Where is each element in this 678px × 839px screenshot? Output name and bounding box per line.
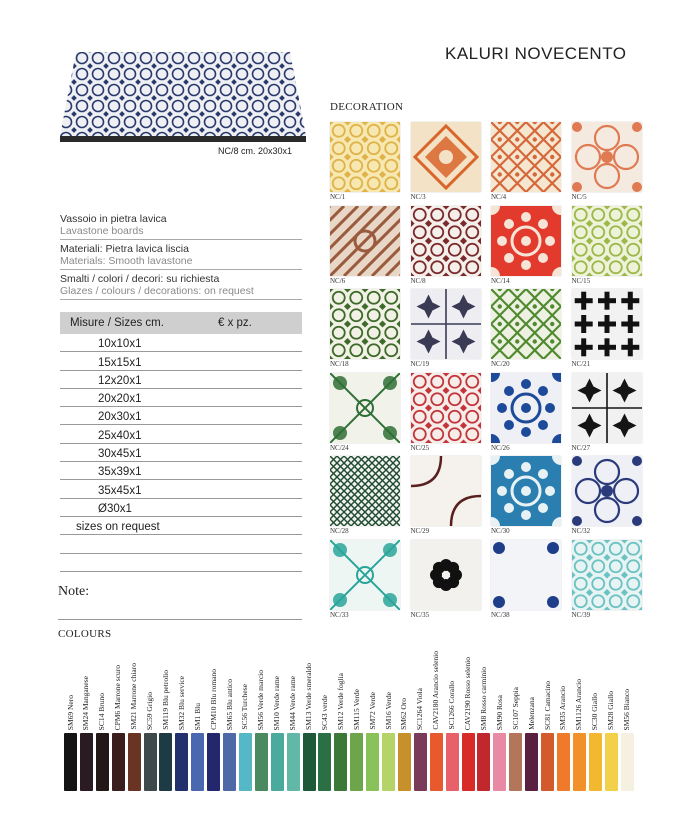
colour-swatch bbox=[64, 733, 77, 791]
tile-code: NC/21 bbox=[571, 360, 591, 368]
colour-name bbox=[256, 650, 267, 730]
colour-swatch bbox=[255, 733, 268, 791]
tile-code: NC/6 bbox=[330, 276, 346, 285]
colour-name bbox=[415, 650, 426, 730]
colour-name bbox=[113, 650, 124, 730]
tile-code: NC/14 bbox=[491, 276, 510, 285]
decoration-tile bbox=[411, 122, 481, 192]
decoration-tile bbox=[491, 456, 561, 526]
colour-swatch bbox=[557, 733, 570, 791]
decoration-tile bbox=[491, 122, 561, 192]
colour-swatch bbox=[207, 733, 220, 791]
colour-name bbox=[224, 650, 235, 730]
colour-name bbox=[319, 650, 330, 730]
size-value: 15x15x1 bbox=[98, 356, 142, 369]
colour-name-text: SM13 Verde smeraldo bbox=[304, 663, 313, 730]
tile-code: NC/28 bbox=[330, 527, 349, 535]
colour-name-text: SM90 Rosa bbox=[494, 694, 504, 730]
page-title: KALURI NOVECENTO bbox=[445, 44, 627, 63]
colour-swatch bbox=[175, 733, 188, 791]
size-value: 35x39x1 bbox=[98, 466, 142, 479]
decoration-tile bbox=[491, 289, 561, 359]
lavastone-board-image bbox=[58, 50, 308, 145]
tile-code: NC/32 bbox=[571, 527, 591, 535]
decoration-tile bbox=[572, 206, 642, 276]
table-row bbox=[60, 352, 302, 370]
size-value: 10x10x1 bbox=[98, 338, 142, 351]
colour-name-text: SM21 Marrone chiaro bbox=[129, 663, 139, 730]
colour-name bbox=[335, 650, 346, 730]
colour-swatch bbox=[96, 733, 109, 791]
colour-name-text: SM65 Blu antico bbox=[224, 678, 234, 730]
colour-name bbox=[272, 650, 283, 730]
colour-swatch bbox=[398, 733, 411, 791]
colour-swatch bbox=[493, 733, 506, 791]
colour-swatch bbox=[239, 733, 252, 791]
colour-name-text: SM10 Verde rame bbox=[272, 675, 282, 730]
colour-name-text: Melenzana bbox=[526, 697, 536, 730]
decoration-tile bbox=[411, 373, 481, 443]
colour-swatch bbox=[128, 733, 141, 791]
tile-code: NC/19 bbox=[410, 360, 430, 368]
colour-swatch bbox=[223, 733, 236, 791]
decoration-tile bbox=[330, 540, 400, 610]
colour-name bbox=[351, 650, 362, 730]
colour-swatch bbox=[112, 733, 125, 791]
colour-name bbox=[145, 650, 156, 730]
decoration-tile bbox=[330, 373, 400, 443]
divider bbox=[60, 239, 302, 240]
decoration-tile bbox=[411, 540, 481, 610]
colour-name bbox=[81, 650, 92, 730]
colour-name bbox=[590, 650, 601, 730]
table-row bbox=[60, 499, 302, 517]
table-row bbox=[60, 371, 302, 389]
desc-en-2: Materials: Smooth lavastone bbox=[60, 255, 193, 267]
tile-code: NC/30 bbox=[491, 527, 510, 535]
decoration-tile bbox=[572, 122, 642, 192]
decoration-heading: DECORATION bbox=[330, 101, 404, 113]
decoration-tile bbox=[330, 206, 400, 276]
colour-swatch bbox=[318, 733, 331, 791]
colour-name bbox=[558, 650, 569, 730]
table-row bbox=[60, 517, 302, 535]
tile-code: NC/33 bbox=[330, 610, 349, 619]
colour-name bbox=[383, 650, 394, 730]
colour-name-text: SM56 Verde marcio bbox=[256, 669, 266, 730]
size-value: 20x30x1 bbox=[98, 411, 142, 424]
table-row bbox=[60, 407, 302, 425]
decoration-tile bbox=[411, 206, 481, 276]
colour-swatch bbox=[621, 733, 634, 791]
colour-name-text: SM119 Blu petrolio bbox=[160, 670, 170, 730]
table-row bbox=[60, 334, 302, 352]
desc-it-2: Materiali: Pietra lavica liscia bbox=[60, 243, 189, 255]
colour-name-text: SM1 Blu bbox=[192, 702, 202, 730]
colour-swatch bbox=[350, 733, 363, 791]
colour-name bbox=[510, 650, 521, 730]
price-column-header: € x pz. bbox=[218, 317, 252, 329]
colour-name-text: SM72 Verde bbox=[367, 692, 377, 730]
colour-name-text: SM35 Arancio bbox=[558, 686, 568, 730]
board-caption: NC/8 cm. 20x30x1 bbox=[218, 146, 293, 156]
colour-name-text: SM56 Bianco bbox=[622, 688, 631, 730]
colour-name-text: SM8 Rosso carminio bbox=[478, 666, 488, 730]
decoration-tile bbox=[330, 456, 400, 526]
decoration-tile bbox=[491, 540, 561, 610]
colour-swatch bbox=[605, 733, 618, 791]
colour-name bbox=[526, 650, 537, 730]
decoration-tile bbox=[572, 540, 642, 610]
colour-swatch bbox=[271, 733, 284, 791]
colour-name-text: SM115 Verde bbox=[351, 688, 361, 730]
colour-swatch bbox=[144, 733, 157, 791]
tile-code: NC/27 bbox=[571, 443, 591, 452]
product-info bbox=[60, 213, 302, 303]
size-value: 35x45x1 bbox=[98, 484, 142, 497]
size-value: sizes on request bbox=[76, 521, 160, 534]
colour-swatch bbox=[430, 733, 443, 791]
colour-name-text: CPM10 Blu romano bbox=[208, 669, 218, 730]
colour-swatch bbox=[334, 733, 347, 791]
table-row bbox=[60, 462, 302, 480]
decoration-tile bbox=[411, 456, 481, 526]
colour-name-text: CAV2190 Rosso selenio bbox=[463, 656, 472, 730]
decoration-tile bbox=[330, 289, 400, 359]
decoration-tile bbox=[572, 456, 642, 526]
tile-code: NC/25 bbox=[410, 443, 430, 452]
decoration-tile bbox=[330, 122, 400, 192]
tile-code: NC/15 bbox=[571, 276, 591, 285]
tile-code: NC/3 bbox=[410, 193, 426, 201]
colour-swatch bbox=[573, 733, 586, 791]
divider bbox=[60, 299, 302, 300]
colour-swatch bbox=[589, 733, 602, 791]
colour-name bbox=[304, 650, 315, 730]
table-row bbox=[60, 480, 302, 498]
divider bbox=[60, 269, 302, 270]
colour-name bbox=[240, 650, 251, 730]
size-column-header: Misure / Sizes cm. bbox=[70, 317, 164, 329]
colour-name bbox=[192, 650, 203, 730]
decoration-tile bbox=[572, 289, 642, 359]
tile-code: NC/8 bbox=[410, 276, 426, 285]
colour-swatch bbox=[509, 733, 522, 791]
colour-swatch bbox=[477, 733, 490, 791]
desc-it-1: Vassoio in pietra lavica bbox=[60, 213, 167, 225]
size-value: 30x45x1 bbox=[98, 448, 142, 461]
tile-code: NC/5 bbox=[571, 193, 587, 201]
table-row bbox=[60, 389, 302, 407]
table-row bbox=[60, 535, 302, 553]
colour-swatch bbox=[159, 733, 172, 791]
colour-name-text: SC43 verde bbox=[319, 694, 329, 730]
colour-name bbox=[399, 650, 410, 730]
colour-name-text: SM32 Blu service bbox=[176, 675, 186, 730]
colour-name bbox=[97, 650, 108, 730]
tile-code: NC/4 bbox=[491, 193, 507, 201]
colour-swatch bbox=[303, 733, 316, 791]
colour-swatch bbox=[525, 733, 538, 791]
sizes-table bbox=[60, 312, 302, 572]
colour-name-text: SM28 Giallo bbox=[606, 691, 616, 730]
colour-name-text: SC56 Turchese bbox=[240, 684, 250, 730]
colour-name bbox=[176, 650, 187, 730]
tile-code: NC/1 bbox=[330, 193, 346, 201]
colour-name-text: CPM6 Marrone scuro bbox=[113, 664, 123, 730]
colour-name-text: SC30 Giallo bbox=[590, 692, 600, 730]
colour-swatch bbox=[287, 733, 300, 791]
colour-swatch bbox=[446, 733, 459, 791]
colour-swatch bbox=[414, 733, 427, 791]
colours-heading: COLOURS bbox=[58, 628, 112, 640]
colour-name bbox=[65, 650, 76, 730]
colour-name bbox=[288, 650, 299, 730]
colour-name bbox=[606, 650, 617, 730]
decoration-tile bbox=[411, 289, 481, 359]
table-row bbox=[60, 554, 302, 572]
colour-name-text: SM16 Verde bbox=[383, 692, 393, 730]
colour-name-text: SM24 Manganese bbox=[81, 675, 91, 730]
size-value: 25x40x1 bbox=[98, 429, 142, 442]
colour-name-text: SM69 Nero bbox=[65, 694, 75, 730]
colour-name-text: SM12 Verde foglia bbox=[335, 673, 345, 730]
colour-name-text: SM62 Oro bbox=[399, 698, 409, 730]
table-row bbox=[60, 425, 302, 443]
colour-name bbox=[160, 650, 171, 730]
colour-name bbox=[447, 650, 458, 730]
colour-name bbox=[542, 650, 553, 730]
note-line bbox=[58, 619, 302, 620]
colour-name bbox=[574, 650, 585, 730]
tile-code: NC/18 bbox=[330, 360, 349, 368]
size-value: 20x20x1 bbox=[98, 393, 142, 406]
tile-code: NC/38 bbox=[491, 610, 510, 619]
colour-name bbox=[478, 650, 489, 730]
colour-name-text: SC59 Grigio bbox=[145, 691, 154, 730]
desc-en-1: Lavastone boards bbox=[60, 225, 144, 237]
sizes-header bbox=[60, 312, 302, 334]
tile-code: NC/24 bbox=[330, 443, 349, 452]
colour-swatch bbox=[382, 733, 395, 791]
desc-en-3: Glazes / colours / decorations: on request bbox=[60, 285, 254, 297]
tile-code: NC/39 bbox=[571, 610, 591, 619]
decoration-tile bbox=[491, 373, 561, 443]
colour-name-text: SC1264 Viola bbox=[415, 687, 425, 730]
decoration-tile bbox=[491, 206, 561, 276]
colour-name-text: CAV2180 Arancio selenio bbox=[431, 651, 441, 730]
colour-name-text: SM44 Verde rame bbox=[288, 675, 298, 730]
note-label: Note: bbox=[58, 584, 90, 599]
colour-name-text: SC107 Seppia bbox=[510, 687, 520, 730]
colour-name bbox=[622, 650, 633, 730]
tile-code: NC/20 bbox=[491, 360, 510, 368]
colour-name-text: SC81 Camacino bbox=[542, 681, 552, 730]
colour-name bbox=[208, 650, 219, 730]
tile-code: NC/29 bbox=[410, 527, 430, 535]
colour-name bbox=[129, 650, 140, 730]
colour-swatch bbox=[191, 733, 204, 791]
table-row bbox=[60, 444, 302, 462]
colour-name bbox=[463, 650, 474, 730]
size-value: Ø30x1 bbox=[98, 502, 132, 515]
colour-swatch bbox=[541, 733, 554, 791]
colour-name-text: SC1266 Corallo bbox=[447, 681, 457, 730]
decoration-tile bbox=[572, 373, 642, 443]
colour-name bbox=[367, 650, 378, 730]
colour-name-text: SM1126 Arancio bbox=[574, 678, 584, 730]
colour-name bbox=[494, 650, 505, 730]
colour-swatch bbox=[462, 733, 475, 791]
colour-swatch bbox=[366, 733, 379, 791]
tile-code: NC/26 bbox=[491, 443, 510, 452]
desc-it-3: Smalti / colori / decori: su richiesta bbox=[60, 273, 220, 285]
size-value: 12x20x1 bbox=[98, 374, 142, 387]
colour-swatch bbox=[80, 733, 93, 791]
sizes-rows bbox=[60, 334, 302, 535]
tile-code: NC/35 bbox=[410, 610, 430, 619]
colour-name-text: SC14 Bruno bbox=[97, 692, 107, 730]
colour-name bbox=[431, 650, 442, 730]
